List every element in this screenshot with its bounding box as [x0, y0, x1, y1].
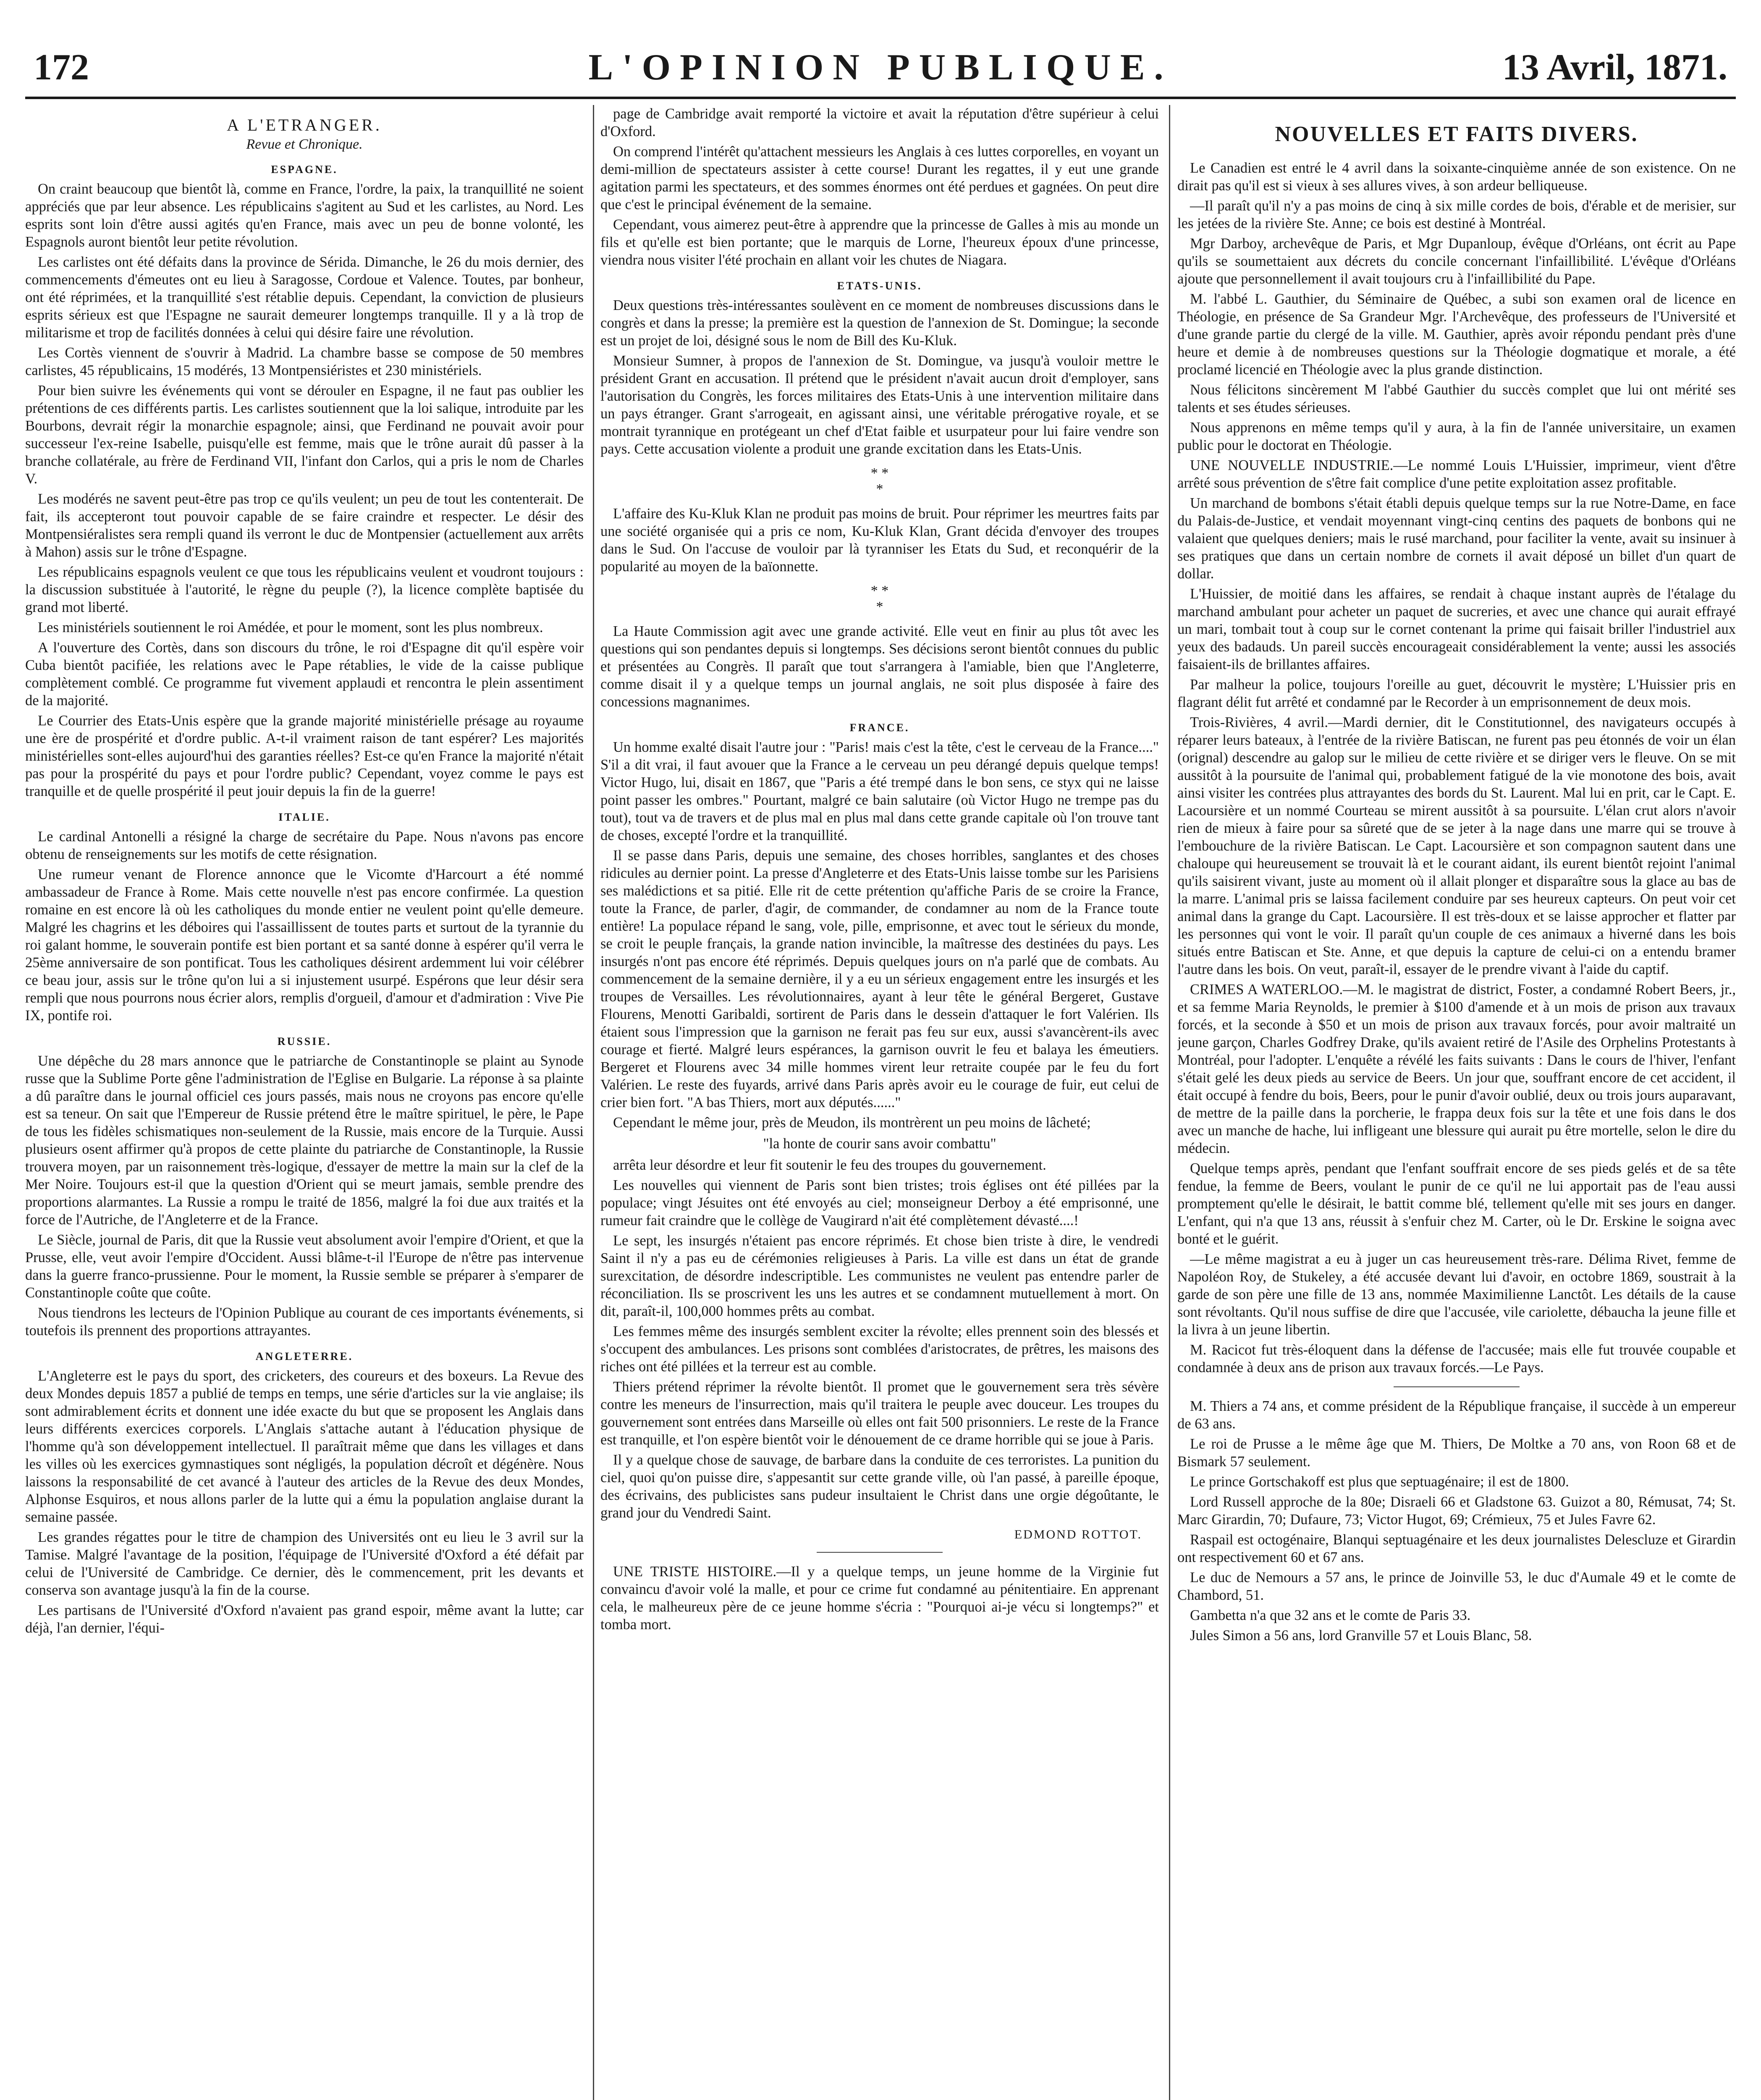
column-3 [1177, 105, 1736, 2100]
newspaper-page [25, 17, 1736, 2100]
article-body [600, 1563, 1159, 1633]
paragraph: Trois-Rivières, 4 avril.—Mardi dernier, dit le Constitutionnel, des navigateurs occupés à réparer leurs bateaux, à l'entrée de la rivière Batiscan, ne furent pas peu étonnés de voir un élan (orignal) descendre au galop sur le milieu de cette rivière et se diriger vers le fleuve. On se mit aussitôt à la poursuite de l'animal qui, probablement fatigué de la vie monotone des bois, avait ainsi visiter les contrées plus attrayantes des bords du St. Laurent. Mal lui en prit, car le Capt. E. Lacoursière et un nommé Courteau se mirent aussitôt à sa poursuite. L'élan crut alors n'avoir rien de mieux à faire pour sa sûreté que de se jeter à la nage dans une marre qui se trouve à l'embouchure de la rivière Batiscan. Le Capt. Lacoursière et son compagnon sautent dans une chaloupe qui heureusement se trouvait là et le courant aidant, ils eurent bientôt rejoint l'animal qu'ils saisirent vivant, juste au moment où il allait plonger et disparaître sous la glace au bas de la marre. L'animal pris se laissa facilement conduire par ses heureux capteurs. On peut voir cet animal dans la grange du Capt. Lacoursière. Il est très-doux et se laisse approcher et flatter par les personnes qui vont le voir. Il paraît qu'un couple de ces animaux a hiverné dans les bois situés entre Batiscan et Ste. Anne, et que depuis la capture de celui-ci on a entendu bramer l'autre dans les bois. On veut, paraît-il, essayer de le prendre vivant à l'aide du captif. [1177, 714, 1736, 977]
author-signature: EDMOND ROTTOT. [1014, 1528, 1142, 1541]
paragraph: Cependant, vous aimerez peut-être à apprendre que la princesse de Galles à mis au monde un fils et qu'elle est bien portante; que le marquis de Lorne, l'heureux époux d'une princesse, viendra nous visiter l'été prochain en allant voir les chutes de Niagara. [600, 217, 1159, 268]
paragraph: La Haute Commission agit avec une grande activité. Elle veut en finir au plus tôt avec les questions qui son pendantes depuis si longtemps. Ses décisions seront bientôt connues du public et présentées au Congrès. Il paraît que tout s'arrangera à l'amiable, bien que l'Angleterre, comme disait il y a quelque temps un journal anglais, ne soit plus disposée à faire des concessions magnanimes. [600, 623, 1159, 710]
paragraph: L'affaire des Ku-Kluk Klan ne produit pas moins de bruit. Pour réprimer les meurtres faits par une société organisée qui a pris ce nom, Ku-Kluk Klan, Grant décida d'envoyer des troupes dans le Sud. On l'accuse de vouloir par là tyranniser les Etats du Sud, et reconquérir de la popularité au moyen de la baïonnette. [600, 506, 1159, 575]
article-body [600, 1156, 1159, 1522]
paragraph: Pour bien suivre les événements qui vont se dérouler en Espagne, il ne faut pas oublier les prétentions de ces différents partis. Les carlistes soutiennent que la loi salique, introduite par les Bourbons, devrait régir la monarchie espagnole; ainsi, que Ferdinand ne pouvait avoir pour successeur l'ex-reine Isabelle, puisqu'elle est femme, mais que le trône aurait dû passer à la branche collatérale, au frère de Ferdinand VII, l'infant don Carlos, qui a pris le nom de Charles V. [25, 383, 584, 487]
paragraph: Les carlistes ont été défaits dans la province de Sérida. Dimanche, le 26 du mois dernier, des commencements d'émeutes ont eu lieu à Saragosse, Cordoue et Valence. Toutes, par bonheur, ont été réprimées, et la tranquillité s'est rétablie depuis. Cependant, la conviction de plusieurs esprits sérieux est que l'Espagne ne saurait demeurer longtemps tranquille. Il y a là trop de militarisme et trop de facilités données à celui qui désire faire une révolution. [25, 254, 584, 341]
article-body [600, 738, 1159, 1131]
news-items [1177, 1397, 1736, 1644]
paragraph: Les modérés ne savent peut-être pas trop ce qu'ils veulent; un peu de tout les contenterait. De fait, ils accepteront tout pouvoir capable de se faire craindre et respecter. Le désir des Montpensiéralistes sera rempli quand ils verront le duc de Montpensier (actuellement aux arrêts à Mahon) assis sur le trône d'Espagne. [25, 491, 584, 560]
article-body [25, 1052, 584, 1339]
section-separator: * * * [870, 465, 889, 497]
paragraph: Le roi de Prusse a le même âge que M. Thiers, De Moltke a 70 ans, von Roon 68 et de Bismark 57 seulement. [1177, 1436, 1736, 1470]
paragraph: Nous apprenons en même temps qu'il y aura, à la fin de l'année universitaire, un examen public pour le doctorat en Théologie. [1177, 420, 1736, 453]
paragraph: M. Racicot fut très-éloquent dans la défense de l'accusée; mais elle fut trouvée coupable et condamnée à deux ans de prison aux travaux forcés.—Le Pays. [1177, 1342, 1736, 1376]
column-divider [593, 105, 594, 2100]
paragraph: M. Thiers a 74 ans, et comme président de la République française, il succède à un empereur de 63 ans. [1177, 1398, 1736, 1432]
verse-quote: "la honte de courir sans avoir combattu" [763, 1136, 996, 1152]
newspaper-title: L'OPINION PUBLIQUE. [588, 47, 1173, 88]
section-title: NOUVELLES ET FAITS DIVERS. [1275, 122, 1638, 146]
paragraph: Les nouvelles qui viennent de Paris sont bien tristes; trois églises ont été pillées par la populace; vingt Jésuites ont été envoyés au ciel; monseigneur Derboy a été emprisonné, une rumeur fait craindre que le collège de Vaugirard n'ait été complètement dévasté....! [600, 1177, 1159, 1228]
country-heading: RUSSIE. [277, 1035, 332, 1047]
paragraph: L'Huissier, de moitié dans les affaires, se rendait à chaque instant auprès de l'étalage du marchand ambulant pour acheter un paquet de sucreries, et avec une chance qui aurait effrayé un mari, tombait tout à coup sur le cornet contenant la prime qui faisait briller l'industriel aux yeux des badauds. Un pareil succès encourageait considérablement la vente; aussi les associés faisaient-ils de brillantes affaires. [1177, 586, 1736, 672]
article-body [25, 180, 584, 800]
paragraph: Le sept, les insurgés n'étaient pas encore réprimés. Et chose bien triste à dire, le vendredi Saint il n'y a pas eu de cérémonies religieuses à Paris. La ville est dans un état de grande surexcitation, de désordre indescriptible. Les communistes ne veulent pas entendre parler de réconciliation. Ils se proscrivent les uns les autres et se condamnent mutuellement à mort. On dit, paraît-il, 100,000 hommes prêts au combat. [600, 1233, 1159, 1319]
country-heading: ESPAGNE. [271, 163, 338, 176]
section-title: A L'ETRANGER. [227, 116, 382, 134]
paragraph: Il y a quelque chose de sauvage, de barbare dans la conduite de ces terroristes. La punition du ciel, quoi qu'on puisse dire, s'appesantit sur cette grande ville, où l'an passé, à pareille époque, des écrivains, des publicistes sans pudeur insultaient le Christ dans une orgie dégoûtante, le grand jour du Vendredi Saint. [600, 1452, 1159, 1521]
masthead [25, 17, 1736, 92]
country-heading: ANGLETERRE. [255, 1350, 354, 1362]
paragraph: Le Canadien est entré le 4 avril dans la soixante-cinquième année de son existence. On ne dirait pas qu'il est si vieux à ses allures vives, à son ardeur belliqueuse. [1177, 160, 1736, 194]
paragraph: Thiers prétend réprimer la révolte bientôt. Il promet que le gouvernement sera très sévère contre les meneurs de l'insurrection, mais qu'il traitera le peuple avec douceur. Les troupes du gouvernement sont entrées dans Marseille où elles ont fait 500 prisonniers. Le reste de la France est tranquille, et l'on espère bientôt voir le dénouement de ce drame horrible qui se joue à Paris. [600, 1379, 1159, 1448]
paragraph: Raspail est octogénaire, Blanqui septuagénaire et les deux journalistes Delescluze et Girardin ont respectivement 60 et 67 ans. [1177, 1532, 1736, 1565]
article-body [600, 105, 1159, 269]
paragraph: CRIMES A WATERLOO.—M. le magistrat de district, Foster, a condamné Robert Beers, jr., et sa femme Maria Reynolds, le premier à $100 d'amende et à un mois de prison aux travaux forcés, et la seconde à $50 et un mois de prison aux travaux forcés, pour avoir maltraité un jeune garçon, Charles Godfrey Drake, qu'ils avaient retiré de l'Asile des Orphelins Protestants à Montréal, pour l'adopter. L'enquête a révélé les faits suivants : Dans le cours de l'hiver, l'enfant s'était gelé les deux pieds au service de Beers. Un jour que, souffrant encore de cet accident, il était occupé à fendre du bois, Beers, pour le punir d'avoir oublié, deux ou trois jours auparavant, de mettre de la paille dans la porcherie, le frappa deux fois sur la tête et une fois dans le dos avec un manche de hache, lui infligeant une blessure qui aurait pu être mortelle, selon le dire du médecin. [1177, 982, 1736, 1156]
page-number: 172 [34, 47, 89, 88]
paragraph: Un homme exalté disait l'autre jour : "Paris! mais c'est la tête, c'est le cerveau de la France...." S'il a dit vrai, il faut avouer que la France a le cerveau un peu dérangé depuis quelque temps! Victor Hugo, lui, disait en 1867, que "Paris a été trempé dans le bon sens, ce styx qui ne laisse point passer les ombres." Pourtant, malgré ce bain salutaire (où Victor Hugo ne trempe pas du tout), tout va de travers et de plus mal en plus mal dans cette grande capitale où l'on trouve tant de choses, excepté l'ordre et la tranquillité. [600, 739, 1159, 843]
masthead-rule [25, 97, 1736, 99]
paragraph: Lord Russell approche de la 80e; Disraeli 66 et Gladstone 63. Guizot a 80, Rémusat, 74; St. Marc Girardin, 70; Dufaure, 73; Victor Hugot, 69; Crémieux, 75 et Jules Favre 62. [1177, 1494, 1736, 1528]
paragraph: Cependant le même jour, près de Meudon, ils montrèrent un peu moins de lâcheté; [613, 1115, 1091, 1131]
article-body [25, 1367, 584, 1637]
paragraph: Les ministériels soutiennent le roi Amédée, et pour le moment, sont les plus nombreux. [38, 620, 543, 635]
paragraph: Par malheur la police, toujours l'oreille au guet, découvrit le mystère; L'Huissier pris en flagrant délit fut arrêté et condamné par le Recorder à un emprisonnement de deux mois. [1177, 677, 1736, 710]
paragraph: On comprend l'intérêt qu'attachent messieurs les Anglais à ces luttes corporelles, en voyant un demi-million de spectateurs assister à cette course! Durant les regattes, il y eut une grande agitation parmi les spectateurs, et des sommes énormes ont été perdues et gagnées. On peut dire que c'est le principal événement de la semaine. [600, 144, 1159, 213]
article-body [25, 828, 584, 1024]
paragraph: Les Cortès viennent de s'ouvrir à Madrid. La chambre basse se compose de 50 membres carlistes, 45 républicains, 15 modérés, 13 Montpensiéristes et 230 ministériels. [25, 345, 584, 378]
article-body [600, 622, 1159, 711]
paragraph: Le prince Gortschakoff est plus que septuagénaire; il est de 1800. [1190, 1474, 1569, 1490]
paragraph: Un marchand de bombons s'était établi depuis quelque temps sur la rue Notre-Dame, en face du Palais-de-Justice, et vendait moyennant vingt-cinq centins des paquets de bonbons qui ne valaient que quelques deniers; mais le rusé marchand, pour faciliter la vente, avait su insinuer à ses pratiques que dans un certain nombre de cornets il avait déposé un billet d'un quart de dollar. [1177, 495, 1736, 582]
section-subtitle: Revue et Chronique. [246, 136, 363, 152]
paragraph: Jules Simon a 56 ans, lord Granville 57 et Louis Blanc, 58. [1190, 1628, 1532, 1643]
paragraph: Nous félicitons sincèrement M l'abbé Gauthier du succès complet que lui ont mérité ses talents et ses études sérieuses. [1177, 382, 1736, 415]
paragraph: On craint beaucoup que bientôt là, comme en France, l'ordre, la paix, la tranquillité ne soient appréciés que par leur absence. Les républicains s'agitent au Sud et les carlistes, au Nord. Les esprits sont loin d'être aussi agités qu'en France, mais avec un peu de bonne volonté, les Espagnols auront bientôt leur petite révolution. [25, 181, 584, 250]
paragraph: Les grandes régattes pour le titre de champion des Universités ont eu lieu le 3 avril sur la Tamise. Malgré l'avantage de la position, l'équipage de l'Université d'Oxford a été défait par celui de l'Université de Cambridge. Ce dernier, dès le commencement, prit les devants et conserva son avantage jusqu'à la fin de la course. [25, 1529, 584, 1598]
paragraph: Deux questions très-intéressantes soulèvent en ce moment de nombreuses discussions dans le congrès et dans la presse; la première est la question de l'annexion de St. Domingue; la seconde est un projet de loi, désigné sous le nom de Bill des Ku-Kluk. [600, 297, 1159, 349]
paragraph: —Le même magistrat a eu à juger un cas heureusement très-rare. Délima Rivet, femme de Napoléon Roy, de Stukeley, a été accusée devant lui d'avoir, en octobre 1869, soustrait à la garde de son père une fille de 13 ans, nommée Maximilienne Lanctôt. Les détails de la cause sont révoltants. Qu'il nous suffise de dire que l'accusée, vile cariolette, débaucha la jeune fille et la livra à un jeune libertin. [1177, 1251, 1736, 1338]
paragraph: L'Angleterre est le pays du sport, des cricketers, des coureurs et des boxeurs. La Revue des deux Mondes depuis 1857 a publié de temps en temps, une série d'articles sur la vie anglaise; ils sont admirablement écrits et donnent une idée exacte du but que se proposent les Anglais dans leurs différents exercices corporels. L'Anglais s'attache autant à l'éducation physique de l'homme qu'à son développement intellectuel. Il paraîtrait même que dans les villages et dans les villes où les exercices gymnastiques sont négligés, la population décroît et dégénère. Nous laissons la responsabilité de cet avancé à l'auteur des articles de la Revue des deux Mondes, Alphonse Esquiros, et nous allons parler de la lutte qui a ému la population anglaise durant la semaine passée. [25, 1368, 584, 1525]
paragraph: arrêta leur désordre et leur fit soutenir le feu des troupes du gouvernement. [613, 1157, 1046, 1173]
paragraph: Le Courrier des Etats-Unis espère que la grande majorité ministérielle présage au royaume une ère de prospérité et d'ordre public. A-t-il vraiment raison de tant espérer? Les majorités ministérielles sont-elles aujourd'hui des garanties réelles? Est-ce qu'en France la majorité n'était pas pour la prospérité du pays et pour l'ordre public? Cependant, voyez comme le pays est tranquille et de quelle prospérité il peut jouir depuis la fin de la guerre! [25, 713, 584, 799]
paragraph: Monsieur Sumner, à propos de l'annexion de St. Domingue, va jusqu'à vouloir mettre le président Grant en accusation. Il prétend que le président n'avait aucun droit d'employer, sans l'autorisation du Congrès, les forces militaires des Etats-Unis à une intervention militaire dans un pays étranger. Grant s'arrogeait, en agissant ainsi, une véritable prérogative royale, et se montrait tyrannique en protégeant un chef d'Etat faible et usurpateur pour lui faire vendre son pays. Cette accusation violente a produit une grande excitation dans les Etats-Unis. [600, 353, 1159, 457]
paragraph: Le duc de Nemours a 57 ans, le prince de Joinville 53, le duc d'Aumale 49 et le comte de Chambord, 51. [1177, 1570, 1736, 1603]
news-items [1177, 159, 1736, 1376]
paragraph: A l'ouverture des Cortès, dans son discours du trône, le roi d'Espagne dit qu'il espère voir Cuba bientôt pacifiée, les relations avec le Pape rétablies, le vide de la caisse publique complètement comblé. Ce programme fut vivement applaudi et rencontra le plein assentiment de la majorité. [25, 640, 584, 709]
paragraph: Nous tiendrons les lecteurs de l'Opinion Publique au courant de ces importants événements, si toutefois ils prennent des proportions attrayantes. [25, 1305, 584, 1339]
paragraph: Le cardinal Antonelli a résigné la charge de secrétaire du Pape. Nous n'avons pas encore obtenu de renseignements sur les motifs de cette résignation. [25, 829, 584, 862]
paragraph: Mgr Darboy, archevêque de Paris, et Mgr Dupanloup, évêque d'Orléans, ont écrit au Pape qu'ils se soumettaient aux décrets du concile concernant l'infaillibilité. L'évêque d'Orléans ajoute que personnellement il avait toujours cru à l'infaillibilité du Pape. [1177, 236, 1736, 287]
paragraph: —Il paraît qu'il n'y a pas moins de cinq à six mille cordes de bois, d'érable et de merisier, sur les jetées de la rivière Ste. Anne; ce bois est destiné à Montréal. [1177, 198, 1736, 231]
paragraph: Le Siècle, journal de Paris, dit que la Russie veut absolument avoir l'empire d'Orient, et que la Prusse, elle, veut avoir l'empire d'Occident. Aussi blâme-t-il l'Europe de n'être pas intervenue dans la guerre franco-prussienne. Pour le moment, la Russie semble se préparer à s'emparer de Constantinople coûte que coûte. [25, 1232, 584, 1301]
country-heading: ETATS-UNIS. [837, 280, 922, 292]
country-heading: ITALIE. [278, 811, 330, 823]
paragraph: Gambetta n'a que 32 ans et le comte de Paris 33. [1190, 1607, 1471, 1623]
paragraph: Une rumeur venant de Florence annonce que le Vicomte d'Harcourt a été nommé ambassadeur de France à Rome. Mais cette nouvelle n'est pas encore confirmée. La question romaine en est encore là où les catholiques du monde entier ne veulent point qu'elle demeure. Malgré les chagrins et les déboires qui l'assaillissent de toutes parts et surtout de la tyrannie du roi galant homme, le souverain pontife est bien portant et sa santé donne à espérer qu'il verra le 25ème anniversaire de son pontificat. Tous les catholiques désirent ardemment lui voir célébrer ce beau jour, assis sur le trône qu'on lui a si injustement usurpé. Espérons que leur désir sera rempli que nous pourrons nous écrier alors, remplis d'orgueil, d'amour et d'admiration : Vive Pie IX, pontife roi. [25, 866, 584, 1024]
paragraph: Quelque temps après, pendant que l'enfant souffrait encore de ses pieds gelés et de sa tête fendue, la femme de Beers, voulant le punir de ce qu'il ne lui apportait pas de l'eau aussi promptement qu'elle le désirait, le battit comme blé, tellement qu'elle mit ses jours en danger. L'enfant, qui n'a que 13 ans, réussit à s'enfuir chez M. Carter, où le Dr. Erskine le soigna avec bonté et le guérit. [1177, 1160, 1736, 1247]
issue-date: 13 Avril, 1871. [1502, 47, 1727, 88]
paragraph: Les républicains espagnols veulent ce que tous les républicains veulent et voudront toujours : la discussion substituée à l'autorité, le règne du peuple (?), la licence complète baptisée du grand mot liberté. [25, 564, 584, 615]
paragraph: Il se passe dans Paris, depuis une semaine, des choses horribles, sanglantes et des choses ridicules au dernier point. La presse d'Angleterre et des Etats-Unis laisse tombe sur les Parisiens ses malédictions et sa pitié. Elle rit de cette prétention qu'affiche Paris de se croire la France, toute la France, de parler, d'agir, de commander, de condamner au nom de la France toute entière! La populace répand le sang, vole, pille, emprisonne, et avec tout le sérieux du monde, se croit le peuple français, la grande nation invincible, la maîtresse des destinées du pays. Les insurgés n'ont pas encore été réprimés. Depuis quelques jours on n'a parlé que de combats. Au commencement de la semaine dernière, il y a eu un sérieux engagement entre les insurgés et les troupes de Versailles. Les révolutionnaires, ayant à leur tête le général Bergeret, Gustave Flourens, Menotti Garibaldi, sortirent de Paris dans le dessein d'attaquer le fort Valérien. Ils étaient sous l'impression que la garnison ne ferait pas feu sur eux, aussi s'avancèrent-ils avec courage et fierté. Malgré leurs espérances, la garnison ouvrit le feu et balaya les émeutiers. Bergeret et Flourens avec 34 mille hommes virent leur retraite coupée par le feu du fort Valérien. Le reste des fuyards, arrivé dans Paris après avoir eu le courage de fuir, eut celui de crier bien fort. "A bas Thiers, mort aux députés......" [600, 848, 1159, 1110]
paragraph: UNE TRISTE HISTOIRE.—Il y a quelque temps, un jeune homme de la Virginie fut convaincu d'avoir volé la malle, et pour ce crime fut condamné au pénitentiaire. En apprenant cela, le malheureux père de ce jeune homme s'écria : "Pourquoi ai-je vécu si longtemps?" et tomba mort. [600, 1564, 1159, 1633]
article-body [600, 505, 1159, 575]
divider [817, 1552, 943, 1553]
paragraph: M. l'abbé L. Gauthier, du Séminaire de Québec, a subi son examen oral de licence en Théologie, en présence de Sa Grandeur Mgr. l'Archevêque, des professeurs de l'Université et d'une grande partie du clergé de la ville. M. Gauthier, après avoir répondu pendant près d'une heure et demie à de nombreuses questions sur la Théologie dogmatique et morale, a été proclamé licencié en Théologie avec la plus grande distinction. [1177, 291, 1736, 378]
paragraph: page de Cambridge avait remporté la victoire et avait la réputation d'être supérieur à celui d'Oxford. [600, 106, 1159, 139]
column-2 [600, 105, 1159, 2100]
paragraph: Les partisans de l'Université d'Oxford n'avaient pas grand espoir, même avant la lutte; car déjà, l'an dernier, l'équi- [25, 1602, 584, 1636]
paragraph: Une dépêche du 28 mars annonce que le patriarche de Constantinople se plaint au Synode russe que la Sublime Porte gêne l'administration de l'Eglise en Bulgarie. La réponse à sa plainte a dû paraître dans le journal officiel ces jours passés, mais nous ne croyons pas encore qu'elle est sa teneur. On sait que l'Empereur de Russie prétend être le maître spirituel, le père, le Pape de tous les fidèles schismatiques non-seulement de la Russie, mais encore de la Turquie. Aussi plusieurs osent affirmer qu'à propos de cette plainte du patriarche de Constantinople, la Russie trouvera moyen, par un raisonnement très-logique, d'essayer de mettre la main sur la clef de la Mer Noire. Toujours est-il que la question d'Orient qui se meurt jamais, semble prendre des proportions alarmantes. La Russie a rompu le traité de 1856, malgré la foi due aux traités et la force de l'Autriche, de l'Angleterre et de la France. [25, 1053, 584, 1228]
country-heading: FRANCE. [849, 722, 910, 734]
column-divider [1169, 105, 1170, 2100]
article-body [600, 297, 1159, 458]
paragraph: UNE NOUVELLE INDUSTRIE.—Le nommé Louis L'Huissier, imprimeur, vient d'être arrêté sous prévention de s'être fait complice d'une petite exploitation assez profitable. [1177, 457, 1736, 491]
column-1 [25, 105, 584, 2100]
section-separator: * * * [870, 583, 889, 614]
divider [1394, 1386, 1520, 1387]
paragraph: Les femmes même des insurgés semblent exciter la révolte; elles prennent soin des blessés et s'occupent des ambulances. Les prisons sont comblées d'aristocrates, de prêtres, les maisons des riches ont été pillées et la terreur est au comble. [600, 1323, 1159, 1375]
